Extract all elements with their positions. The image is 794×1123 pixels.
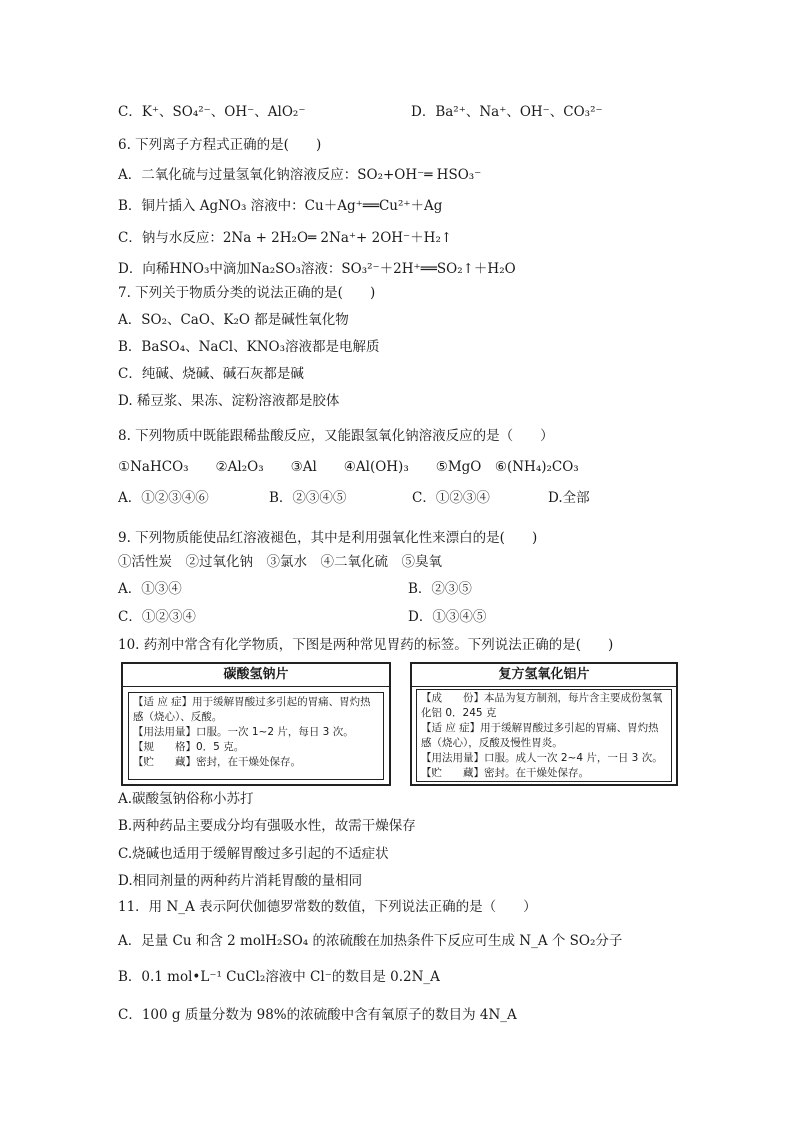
q8-option-a: A．①②③④⑥: [118, 490, 209, 506]
q7-option-a: A．SO₂、CaO、K₂O 都是碱性氧化物: [118, 312, 349, 328]
q8-items: ①NaHCO₃ ②Al₂O₃ ③Al ④Al(OH)₃ ⑤MgO ⑥(NH₄)₂CO₃: [118, 459, 579, 475]
q7-option-b: B．BaSO₄、NaCl、KNO₃溶液都是电解质: [118, 339, 380, 355]
q6-option-b: B．铜片插入 AgNO₃ 溶液中：Cu＋Ag⁺══Cu²⁺＋Ag: [118, 198, 443, 214]
label-row: 【适 应 症】用于缓解胃酸过多引起的胃痛、胃灼热: [421, 722, 659, 734]
q8-stem: 8. 下列物质中既能跟稀盐酸反应，又能跟氢氧化钠溶液反应的是（ ）: [118, 428, 554, 444]
medicine-label-compound-aluminum-hydroxide: [410, 662, 678, 786]
q5-option-d: D．Ba²⁺、Na⁺、OH⁻、CO₃²⁻: [411, 104, 603, 120]
q10-stem: 10. 药剂中常含有化学物质，下图是两种常见胃药的标签。下列说法正确的是( ): [118, 637, 614, 653]
label-row: 感（烧心）、反酸。: [133, 711, 223, 723]
q10-option-c: C.烧碱也适用于缓解胃酸过多引起的不适症状: [118, 846, 389, 862]
label-row: 感（烧心），反酸及慢性胃炎。: [421, 737, 563, 749]
q11-option-c: C．100 g 质量分数为 98%的浓硫酸中含有氧原子的数目为 4N_A: [118, 1007, 517, 1023]
q7-option-d: D. 稀豆浆、果冻、淀粉溶液都是胶体: [118, 393, 340, 409]
q6-option-c: C．钠与水反应：2Na + 2H₂O═ 2Na⁺+ 2OH⁻＋H₂↑: [118, 230, 453, 246]
q8-option-d: D.全部: [548, 490, 590, 506]
label-body: [416, 689, 672, 782]
q11-option-a: A．足量 Cu 和含 2 molH₂SO₄ 的浓硫酸在加热条件下反应可生成 N_A 个 SO₂分子: [118, 933, 623, 949]
q8-option-c: C．①②③④: [412, 490, 490, 506]
label-row: 【用法用量】口服。一次 1~2 片，每日 3 次。: [133, 726, 354, 738]
label-row: 【贮 藏】密封，在干燥处保存。: [133, 756, 301, 768]
label-row: 化铝 0．245 克: [421, 707, 497, 719]
q6-stem: 6. 下列离子方程式正确的是( ): [118, 137, 322, 153]
label-row: 【适 应 症】用于缓解胃酸过多引起的胃痛、胃灼热: [133, 696, 371, 708]
q7-stem: 7. 下列关于物质分类的说法正确的是( ): [118, 285, 376, 301]
label-row: 【规 格】0．5 克。: [133, 741, 245, 753]
q7-option-c: C．纯碱、烧碱、碱石灰都是碱: [118, 366, 304, 382]
label-row: 【成 份】本品为复方制剂，每片含主要成份氢氧: [421, 692, 663, 704]
q10-option-a: A.碳酸氢钠俗称小苏打: [118, 791, 254, 807]
q6-option-a: A．二氧化硫与过量氢氧化钠溶液反应：SO₂+OH⁻═ HSO₃⁻: [118, 167, 482, 183]
q10-option-b: B.两种药品主要成分均有强吸水性，故需干燥保存: [118, 818, 416, 834]
medicine-label-sodium-bicarbonate: [121, 662, 391, 786]
q9-option-b: B．②③⑤: [408, 581, 472, 597]
q6-option-d: D．向稀HNO₃中滴加Na₂SO₃溶液：SO₃²⁻＋2H⁺══SO₂↑＋H₂O: [118, 261, 516, 277]
q9-stem: 9. 下列物质能使品红溶液褪色，其中是利用强氧化性来漂白的是( ): [118, 530, 538, 546]
q9-option-c: C．①②③④: [118, 609, 196, 625]
label-body: [128, 692, 384, 780]
q5-option-c: C．K⁺、SO₄²⁻、OH⁻、AlO₂⁻: [118, 104, 306, 120]
q9-option-a: A．①③④: [118, 581, 182, 597]
q9-items: ①活性炭 ②过氧化钠 ③氯水 ④二氧化硫 ⑤臭氧: [118, 554, 442, 570]
label-row: 【用法用量】口服。成人一次 2~4 片，一日 3 次。: [421, 752, 663, 764]
label-row: 【贮 藏】密封。在干燥处保存。: [421, 767, 589, 779]
label-title: 碳酸氢钠片: [123, 664, 389, 687]
q10-option-d: D.相同剂量的两种药片消耗胃酸的量相同: [118, 873, 363, 889]
q9-option-d: D．①③④⑤: [408, 609, 487, 625]
q11-option-b: B．0.1 mol•L⁻¹ CuCl₂溶液中 Cl⁻的数目是 0.2N_A: [118, 969, 440, 985]
q11-stem: 11．用 N_A 表示阿伏伽德罗常数的数值，下列说法正确的是（ ）: [118, 899, 537, 915]
q8-option-b: B．②③④⑤: [269, 490, 347, 506]
label-title: 复方氢氧化铝片: [412, 664, 676, 687]
